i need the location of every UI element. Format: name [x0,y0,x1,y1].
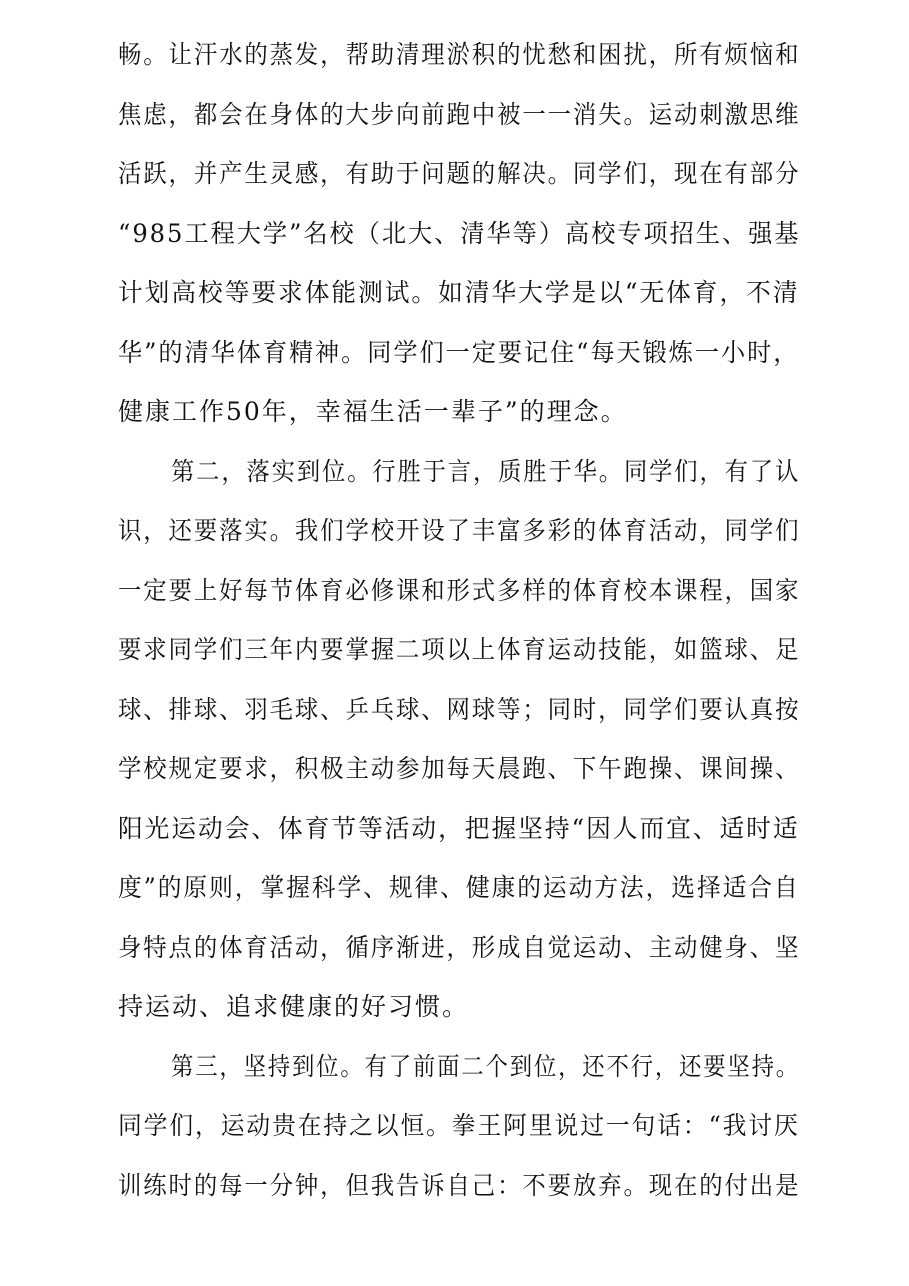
text-line-content: 计划高校等要求体能测试。如清华大学是以“无体育，不清 [118,278,800,307]
text-line-content: 度”的原则，掌握科学、规律、健康的运动方法，选择适合自 [118,873,800,902]
text-line-content: 一定要上好每节体育必修课和形式多样的体育校本课程，国家 [118,576,801,605]
text-line [0,1104,909,1148]
text-line-content: 要求同学们三年内要掌握二项以上体育运动技能，如篮球、足 [118,635,801,664]
text-line-content: 华”的清华体育精神。同学们一定要记住“每天锻炼一小时， [118,338,800,367]
text-line-content: 焦虑，都会在身体的大步向前跑中被一一消失。运动刺激思维 [118,100,801,129]
text-line [0,390,909,434]
text-line [0,866,909,910]
text-line [0,688,909,732]
text-line [0,569,909,613]
text-line [0,33,909,77]
text-line [0,1164,909,1208]
text-line-content: 训练时的每一分钟，但我告诉自己：不要放弃。现在的付出是 [118,1171,801,1200]
text-line [0,747,909,791]
text-line [0,271,909,315]
text-line [0,331,909,375]
text-line-content: 学校规定要求，积极主动参加每天晨跑、下午跑操、课间操、 [118,754,801,783]
text-line-content: 健康工作50年，幸福生活一辈子”的理念。 [118,397,628,426]
text-line-content: 活跃，并产生灵感，有助于问题的解决。同学们，现在有部分 [118,159,801,188]
paragraph-first-line [0,1045,909,1089]
text-line [0,807,909,851]
text-line [0,926,909,970]
text-line [0,93,909,137]
text-line-content: 畅。让汗水的蒸发，帮助清理淤积的忧愁和困扰，所有烦恼和 [118,40,801,69]
text-line-content: 持运动、追求健康的好习惯。 [118,992,470,1021]
text-line-content: 第二，落实到位。行胜于言，质胜于华。同学们，有了认 [171,457,801,486]
text-line [0,509,909,553]
text-line-content: 球、排球、羽毛球、乒乓球、网球等；同时，同学们要认真按 [118,695,801,724]
text-line-content: “985工程大学”名校（北大、清华等）高校专项招生、强基 [118,219,801,248]
text-line [0,628,909,672]
text-line-content: 阳光运动会、体育节等活动，把握坚持“因人而宜、适时适 [118,814,800,843]
text-line [0,152,909,196]
text-line-content: 第三，坚持到位。有了前面二个到位，还不行，还要坚持。 [171,1052,801,1081]
paragraph-first-line [0,450,909,494]
text-line-content: 身特点的体育活动，循序渐进，形成自觉运动、主动健身、坚 [118,933,801,962]
text-line-content: 识，还要落实。我们学校开设了丰富多彩的体育活动，同学们 [118,516,801,545]
text-line [0,212,909,256]
text-line [0,985,909,1029]
text-line-content: 同学们，运动贵在持之以恒。拳王阿里说过一句话：“我讨厌 [118,1111,800,1140]
